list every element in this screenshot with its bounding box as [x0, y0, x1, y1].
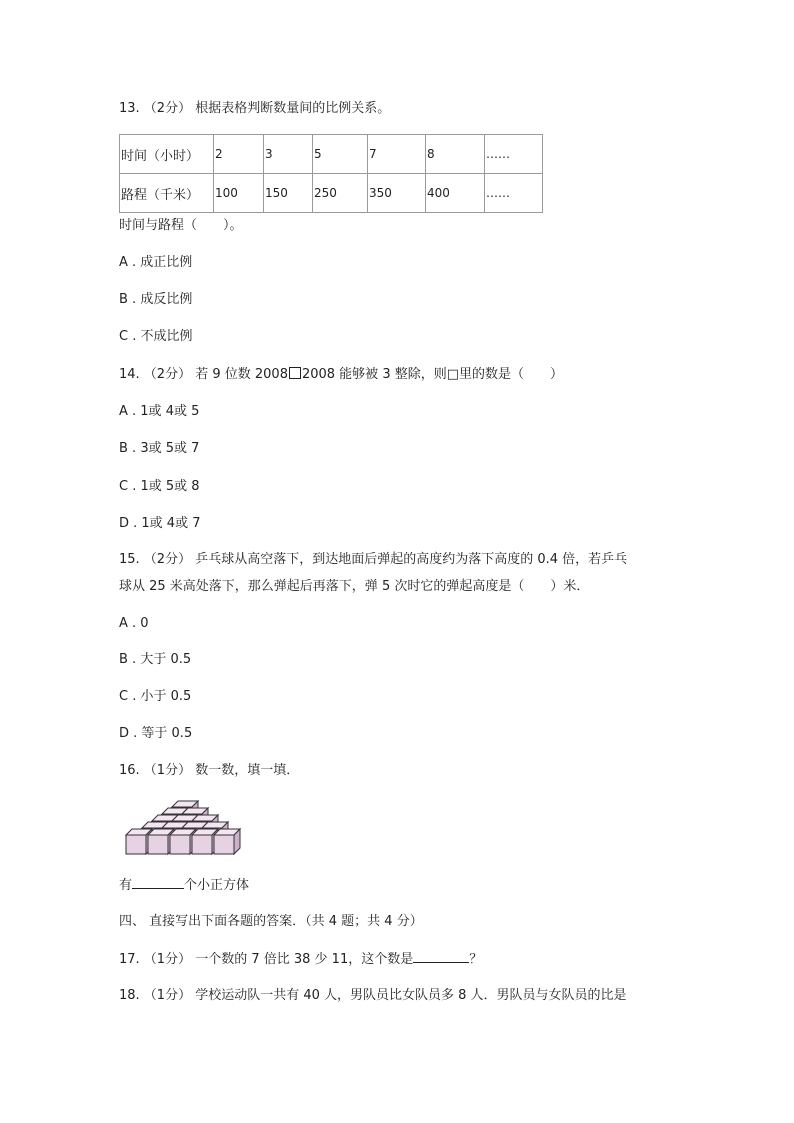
q17-text-after: ？ [469, 952, 483, 967]
answer-blank[interactable] [413, 950, 469, 963]
option-a: A . 成正比例 [119, 255, 193, 270]
option-c: C . 1或 5或 8 [119, 479, 200, 494]
option-c: C . 小于 0.5 [119, 689, 192, 704]
table-cell: 2 [214, 135, 264, 174]
answer-blank[interactable] [132, 876, 184, 889]
table-cell: 100 [214, 174, 264, 213]
q16-header: 16. （1分） 数一数，填一填． [119, 763, 300, 778]
option-b: B . 3或 5或 7 [119, 441, 200, 456]
table-cell: 400 [426, 174, 485, 213]
q13-header: 13. （2分） 根据表格判断数量间的比例关系。 [119, 101, 391, 116]
row-label: 时间（小时） [120, 135, 214, 174]
q13-table [119, 134, 543, 213]
table-cell: 8 [426, 135, 485, 174]
q17-text-before: 17. （1分） 一个数的 7 倍比 38 少 11，这个数是 [119, 952, 414, 967]
table-cell: 350 [368, 174, 426, 213]
cube-stack-figure [124, 796, 244, 858]
option-c: C . 不成比例 [119, 329, 193, 344]
row-label: 路程（千米） [120, 174, 214, 213]
table-cell: 7 [368, 135, 426, 174]
table-cell: 250 [313, 174, 368, 213]
q13-stem: 时间与路程（ ）。 [119, 218, 243, 233]
q16-answer [119, 876, 249, 895]
empty-box-icon [289, 367, 301, 379]
q14-header-after: 2008 能够被 3 整除，则□里的数是（ ） [301, 367, 564, 382]
table-cell: 5 [313, 135, 368, 174]
table-cell: 3 [264, 135, 313, 174]
table-cell: …… [485, 174, 543, 213]
q18-text: 18. （1分） 学校运动队一共有 40 人，男队员比女队员多 8 人．男队员与女队员的比是 [119, 988, 627, 1003]
option-a: A . 0 [119, 616, 149, 631]
q15-line2: 球从 25 米高处落下，那么弹起后再落下，弹 5 次时它的弹起高度是（ ）米． [119, 579, 590, 594]
option-d: D . 1或 4或 7 [119, 516, 201, 531]
table-row [120, 135, 543, 174]
table-cell: 150 [264, 174, 313, 213]
q14-header-before: 14. （2分） 若 9 位数 2008 [119, 367, 288, 382]
option-b: B . 大于 0.5 [119, 652, 192, 667]
q14-header [119, 366, 563, 384]
q15-line1: 15. （2分） 乒乓球从高空落下，到达地面后弹起的高度约为落下高度的 0.4 倍，若乒乓 [119, 552, 628, 567]
table-cell: …… [485, 135, 543, 174]
option-b: B . 成反比例 [119, 292, 193, 307]
q16-answer-after: 个小正方体 [184, 878, 250, 893]
table-row [120, 174, 543, 213]
section-title: 四、 直接写出下面各题的答案．（共 4 题；共 4 分） [119, 914, 423, 929]
q16-answer-before: 有 [119, 878, 133, 893]
q17-text [119, 950, 482, 969]
option-d: D . 等于 0.5 [119, 726, 193, 741]
option-a: A . 1或 4或 5 [119, 404, 200, 419]
